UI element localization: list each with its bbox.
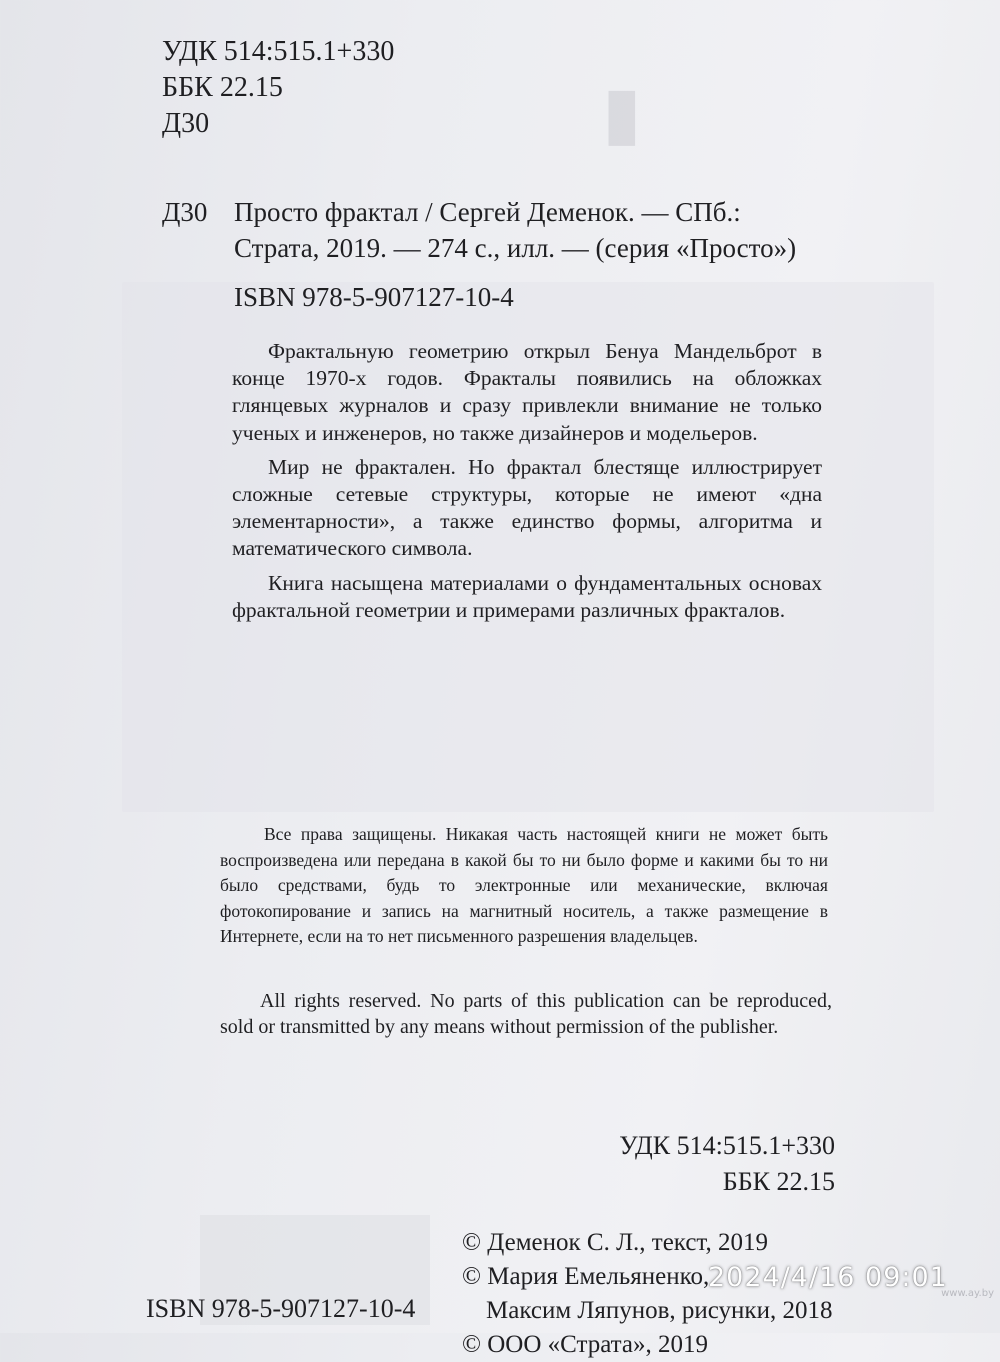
isbn-top: ISBN 978-5-907127-10-4 (234, 282, 514, 312)
record-title-line: Просто фрактал / Сергей Деменок. — СПб.: (234, 197, 741, 227)
rights-notice-russian: Все права защищены. Никакая часть настоящей книги не может быть воспроизведена или передана в какой бы то ни было форме и какими бы то ни было средствами, будь то электронные или механические, включая фотокопирование и запись на магнитный носитель, а также размещение в Интернете, если на то нет письменного разрешения владельцев. (220, 824, 828, 947)
annotation-paragraph: Книга насыщена материалами о фундаментальных основах фрактальной геометрии и примерами различных фракталов. (232, 570, 822, 622)
annotation (232, 338, 822, 631)
bbk-code: ББК 22.15 (162, 72, 283, 103)
author-mark: Д30 (162, 108, 210, 139)
photo-timestamp: 2024/4/16 09:01 (708, 1262, 948, 1293)
udk-code-bottom: УДК 514:515.1+330 (619, 1131, 835, 1160)
rights-notice-english: All rights reserved. No parts of this publication can be reproduced, sold or transmitted by any means without permission of the publisher. (220, 990, 832, 1038)
udk-code: УДК 514:515.1+330 (162, 36, 395, 67)
classification-codes-bottom (619, 1128, 835, 1200)
annotation-paragraph: Фрактальную геометрию открыл Бенуа Мандельброт в конце 1970-х годов. Фракталы появились на обложках глянцевых журналов и сразу привлекли внимание не только ученых и инженеров, но также дизайнеров и модельеров. (232, 339, 822, 445)
copyright-publisher: © ООО «Страта», 2019 (462, 1331, 709, 1358)
copyright-illustrators: © Мария Емельяненко, (462, 1263, 710, 1290)
bbk-code-bottom: ББК 22.15 (722, 1167, 835, 1196)
isbn-bottom: ISBN 978-5-907127-10-4 (146, 1294, 416, 1323)
copyright-illustrators-cont: Максим Ляпунов, рисунки, 2018 (486, 1297, 833, 1324)
copyright-block (462, 1226, 832, 1362)
record-author-mark: Д30 (162, 197, 208, 227)
annotation-paragraph: Мир не фрактален. Но фрактал блестяще иллюстрирует сложные сетевые структуры, которые не имеют «дна элементарности», а также единство формы, алгоритма и математического символа. (232, 454, 822, 561)
site-watermark: www.ay.by (941, 1288, 994, 1299)
show-through-title-mark: ▮ (600, 73, 642, 153)
classification-codes-top (162, 34, 394, 142)
copyright-text: © Деменок С. Л., текст, 2019 (462, 1229, 768, 1256)
record-publisher-line: Страта, 2019. — 274 с., илл. — (серия «Просто») (234, 233, 797, 263)
